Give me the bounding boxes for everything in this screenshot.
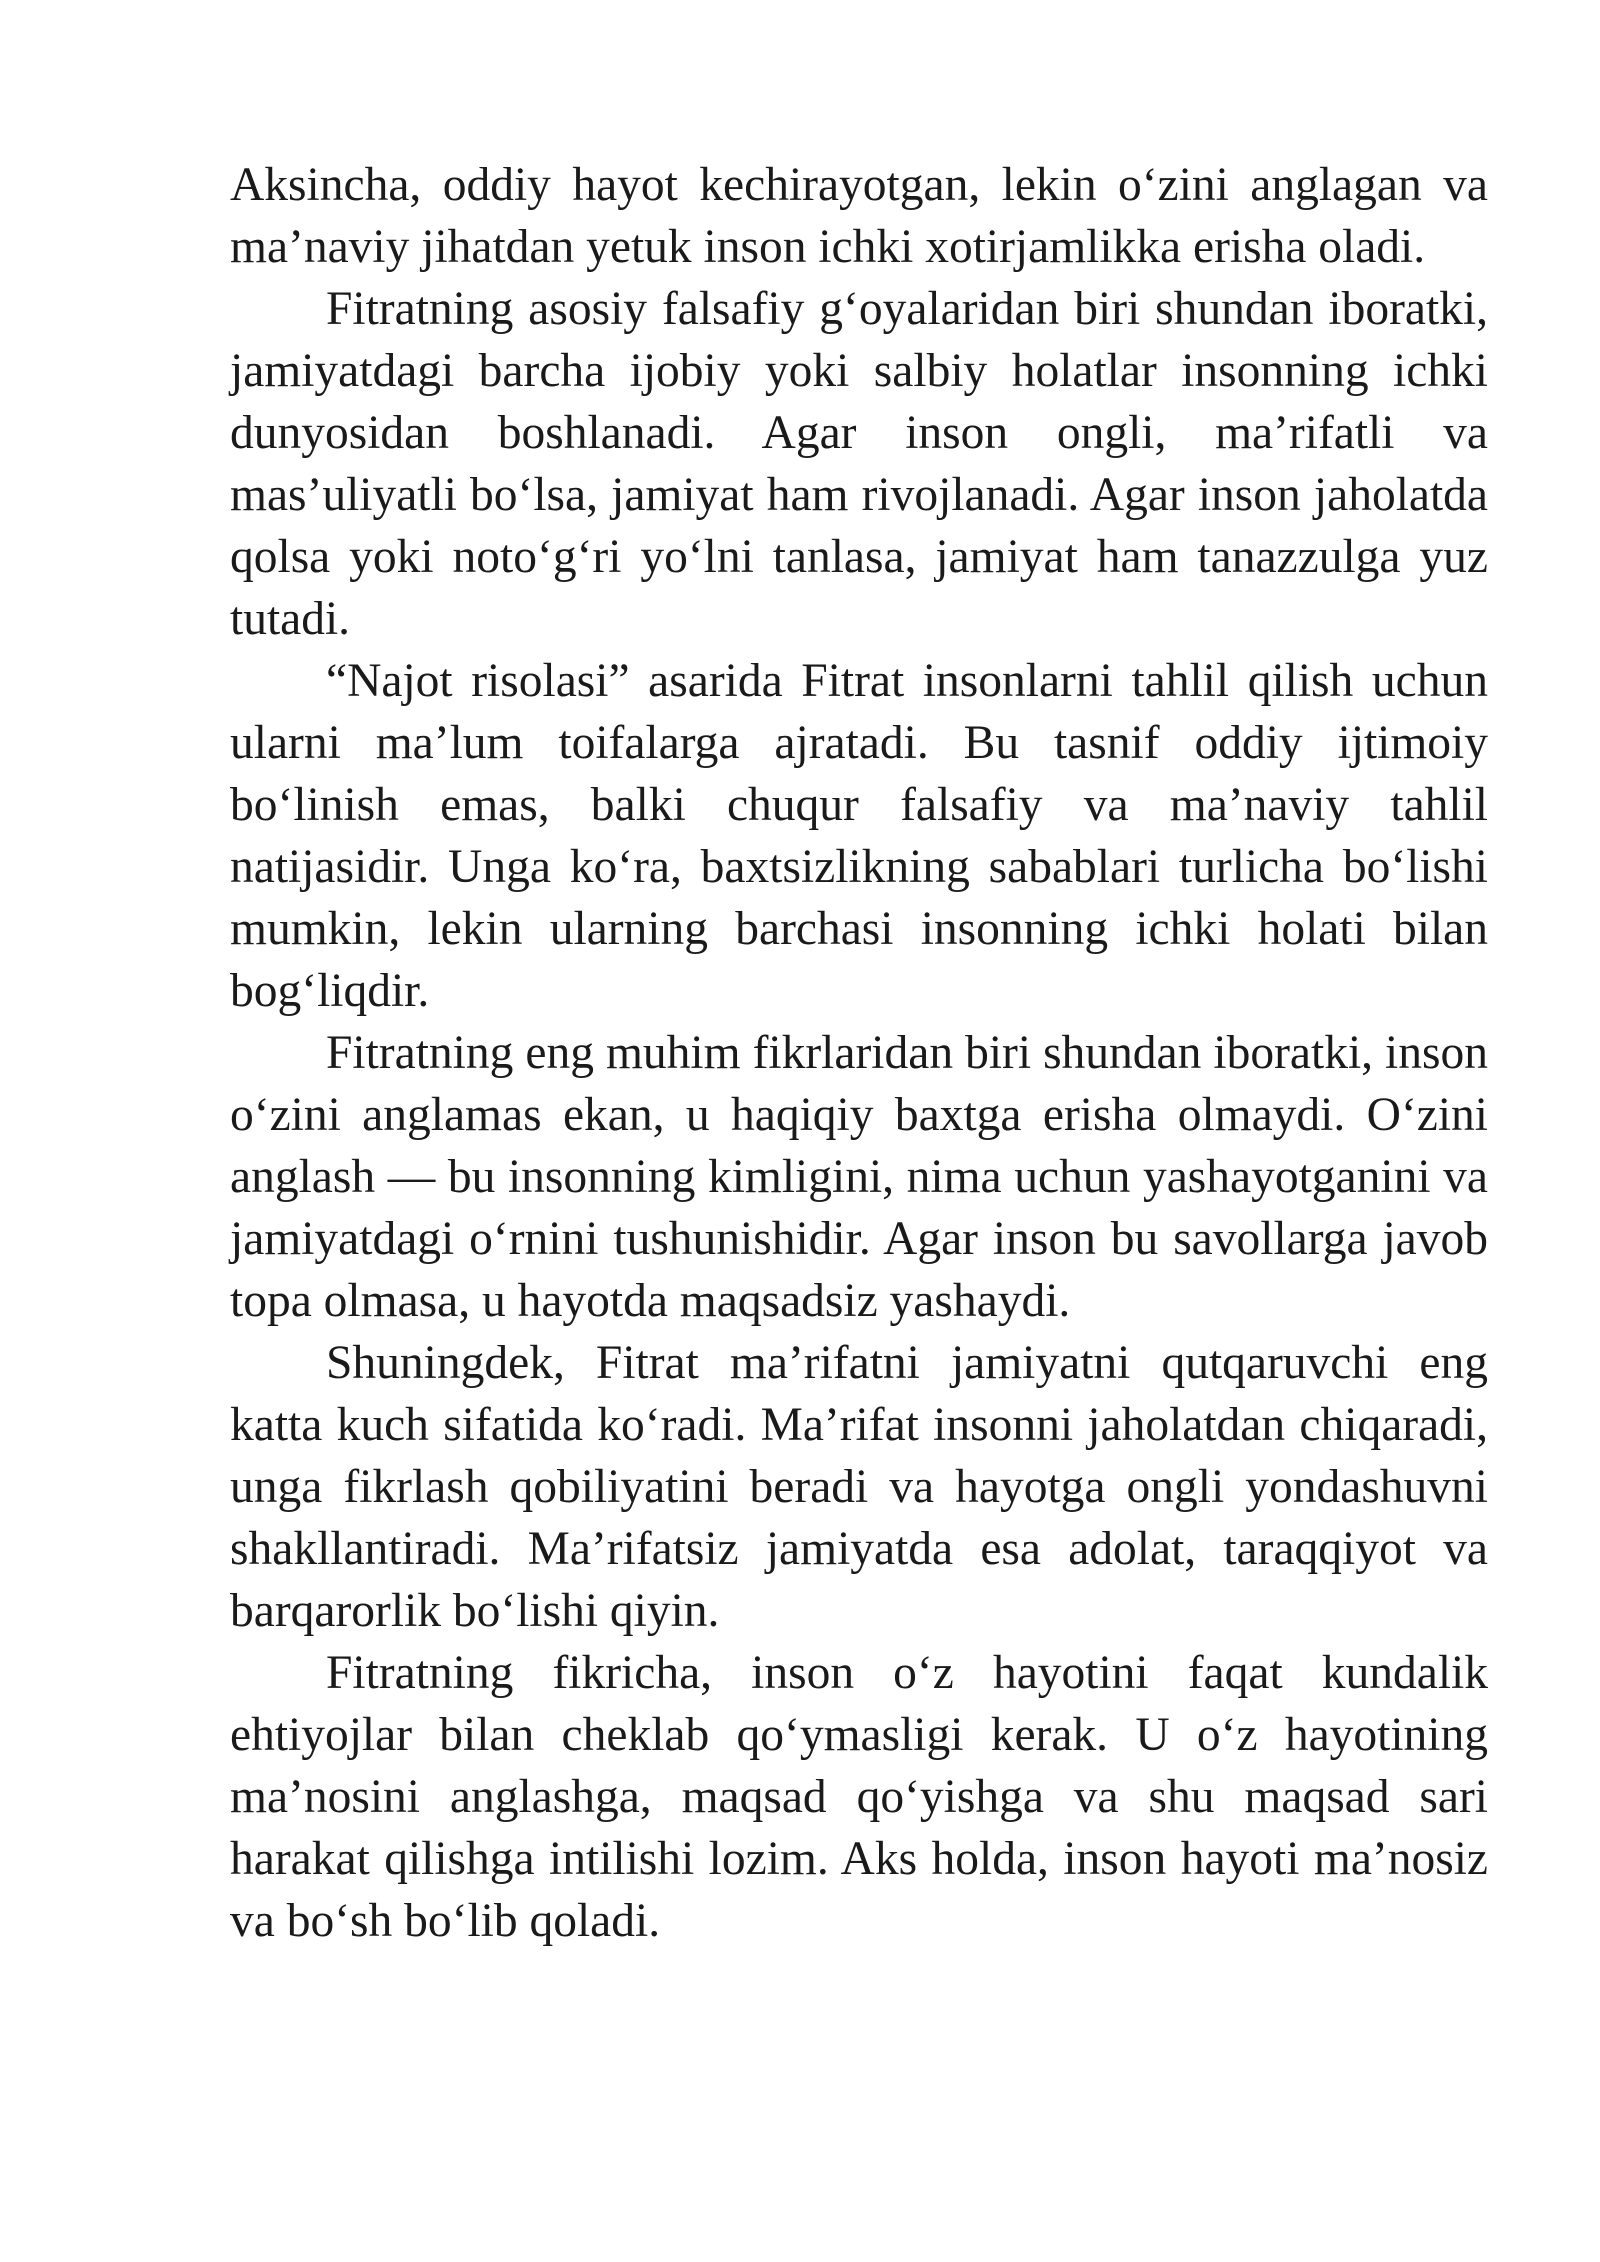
paragraph: Fitratning fikricha, inson o‘z hayotini faqat kundalik ehtiyojlar bilan cheklab qo‘ymasligi kerak. U o‘z hayotining ma’nosini anglashga, maqsad qo‘yishga va shu maqsad sari harakat qilishga intilishi lozim. Aks holda, inson hayoti ma’nosiz va bo‘sh bo‘lib qoladi. (230, 1647, 1488, 1947)
paragraph-continuation: Aksincha, oddiy hayot kechirayotgan, lekin o‘zini anglagan va ma’naviy jihatdan yetuk inson ichki xotirjamlikka erisha oladi. (230, 159, 1488, 273)
paragraph: Fitratning eng muhim fikrlaridan biri shundan iboratki, inson o‘zini anglamas ekan, u haqiqiy baxtga erisha olmaydi. O‘zini anglash — bu insonning kimligini, nima uchun yashayotganini va jamiyatdagi o‘rnini tushunishidir. Agar inson bu savollarga javob topa olmasa, u hayotda maqsadsiz yashaydi. (230, 1027, 1488, 1327)
paragraph: “Najot risolasi” asarida Fitrat insonlarni tahlil qilish uchun ularni ma’lum toifalarga ajratadi. Bu tasnif oddiy ijtimoiy bo‘linish emas, balki chuqur falsafiy va ma’naviy tahlil natijasidir. Unga ko‘ra, baxtsizlikning sabablari turlicha bo‘lishi mumkin, lekin ularning barchasi insonning ichki holati bilan bog‘liqdir. (230, 655, 1488, 1017)
paragraph: Shuningdek, Fitrat ma’rifatni jamiyatni qutqaruvchi eng katta kuch sifatida ko‘radi. Ma’rifat insonni jaholatdan chiqaradi, unga fikrlash qobiliyatini beradi va hayotga ongli yondashuvni shakllantiradi. Ma’rifatsiz jamiyatda esa adolat, taraqqiyot va barqarorlik bo‘lishi qiyin. (230, 1337, 1488, 1637)
body-text (230, 154, 1488, 1952)
paragraph: Fitratning asosiy falsafiy g‘oyalaridan biri shundan iboratki, jamiyatdagi barcha ijobiy yoki salbiy holatlar insonning ichki dunyosidan boshlanadi. Agar inson ongli, ma’rifatli va mas’uliyatli bo‘lsa, jamiyat ham rivojlanadi. Agar inson jaholatda qolsa yoki noto‘g‘ri yo‘lni tanlasa, jamiyat ham tanazzulga yuz tutadi. (230, 283, 1488, 645)
